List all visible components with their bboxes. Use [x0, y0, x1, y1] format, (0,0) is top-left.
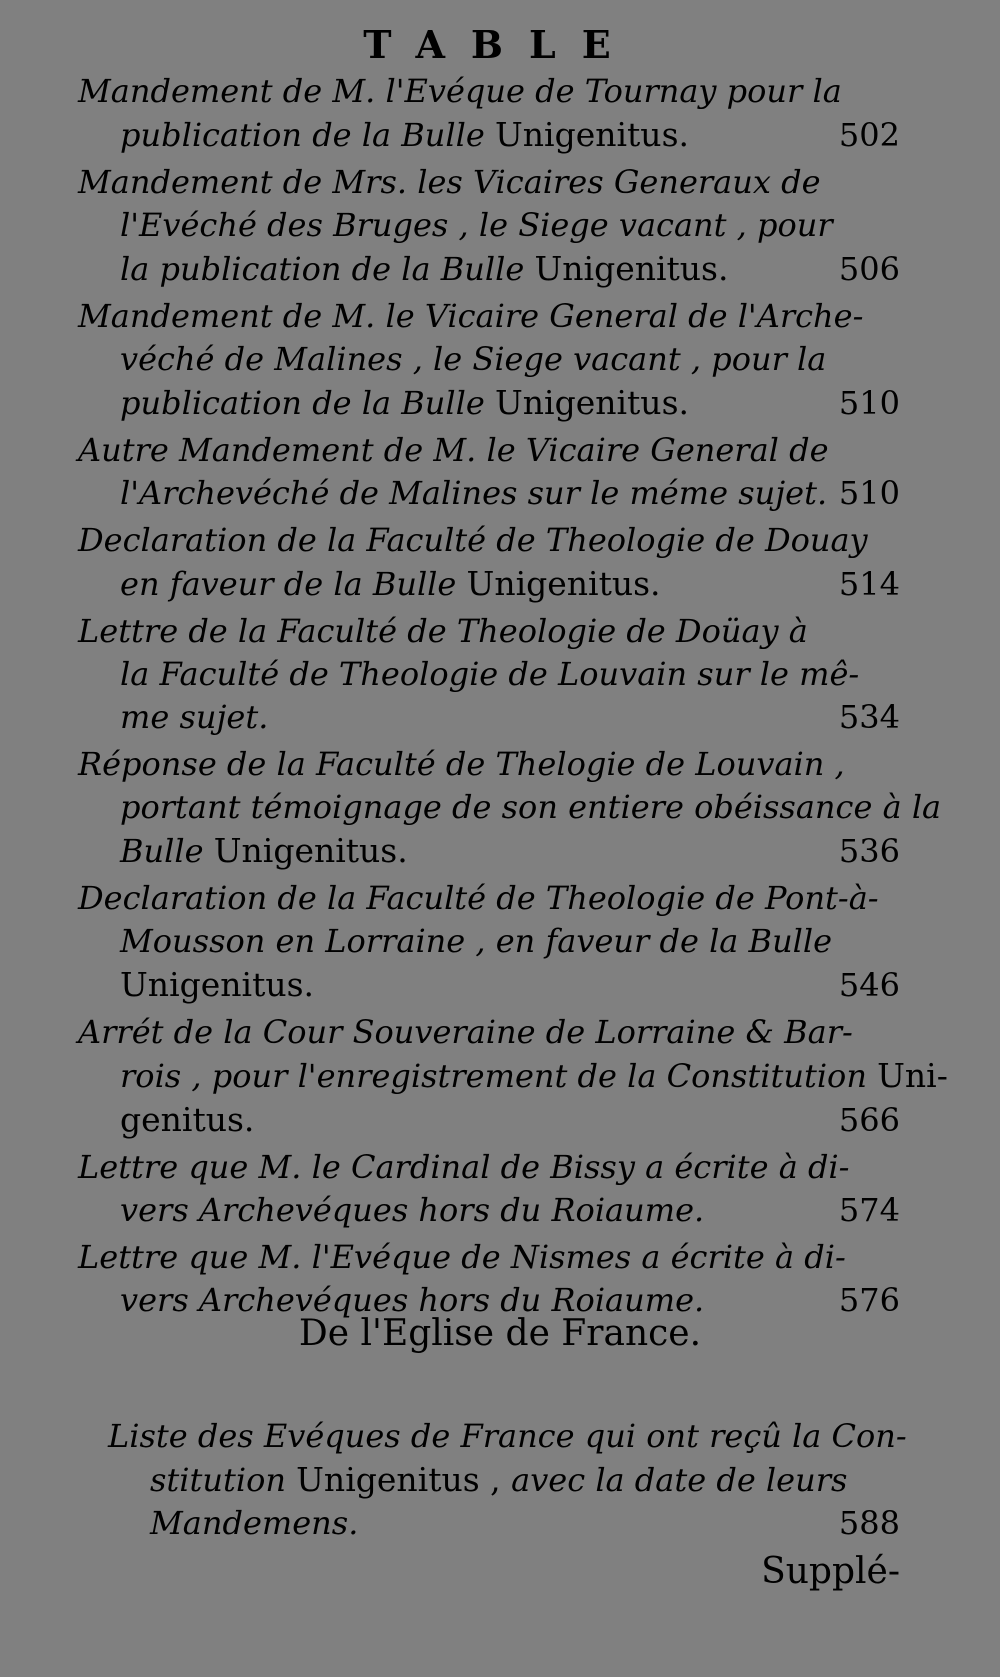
italic-text: vers Archevéques hors du Roiaume. — [120, 1191, 705, 1229]
upright-text: Unigenitus. — [466, 564, 661, 603]
italic-text: Bulle — [120, 832, 214, 870]
italic-text: rois , pour l'enregistrement de la Constitution — [120, 1057, 878, 1095]
italic-text: la Faculté de Theologie de Louvain sur le mê- — [120, 655, 860, 693]
upright-text: Unigenitus. — [213, 831, 408, 870]
page-number: 574 — [838, 1191, 900, 1229]
running-head: TABLE — [363, 22, 637, 67]
page-number: 510 — [838, 474, 900, 512]
italic-text: Arrét de la Cour Souveraine de Lorraine & Bar- — [78, 1013, 853, 1051]
italic-text: me sujet. — [120, 698, 269, 736]
page-number: 514 — [838, 565, 900, 603]
entry-line — [78, 610, 900, 653]
entry-line — [78, 696, 900, 739]
page-number: 546 — [838, 966, 900, 1004]
upright-text: Unigenitus. — [120, 965, 315, 1004]
italic-text: Réponse de la Faculté de Thelogie de Louvain , — [78, 745, 845, 783]
italic-text: Mandement de Mrs. les Vicaires Generaux de — [78, 163, 821, 201]
entry-line — [78, 1054, 948, 1098]
toc-entry — [78, 1011, 948, 1142]
catchword: Supplé- — [761, 1551, 900, 1592]
toc-entry — [78, 161, 900, 291]
toc-entry — [78, 70, 900, 157]
page-number: 506 — [838, 250, 900, 288]
entry-line — [78, 472, 900, 515]
entry-line — [78, 204, 900, 247]
italic-text: Declaration de la Faculté de Theologie de Douay — [78, 521, 868, 559]
entry-line — [78, 786, 942, 829]
upright-text: Unigenitus. — [494, 115, 689, 154]
entry-line — [108, 1502, 900, 1545]
entry-line — [78, 113, 900, 157]
page-number: 588 — [838, 1504, 900, 1542]
entry-line — [78, 519, 900, 562]
entry-line — [78, 1189, 900, 1232]
section-heading: De l'Eglise de France. — [298, 1313, 702, 1354]
entry-line — [78, 920, 900, 963]
toc-entry-final — [108, 1415, 907, 1549]
entry-line — [78, 1236, 900, 1279]
toc-entry — [78, 1146, 900, 1232]
page-number: 536 — [838, 832, 900, 870]
entry-line — [78, 829, 900, 873]
entry-line — [78, 877, 900, 920]
page-number: 534 — [838, 698, 900, 736]
entry-line — [78, 429, 900, 472]
italic-text: publication de la Bulle — [120, 116, 495, 154]
entry-line — [78, 1098, 900, 1142]
italic-text: Mandement de M. l'Evéque de Tournay pour la — [78, 72, 842, 110]
entry-line — [78, 338, 900, 381]
italic-text: portant témoignage de son entiere obéissance à la — [120, 788, 942, 826]
upright-text: Unigenitus , — [296, 1460, 512, 1499]
italic-text: publication de la Bulle — [120, 384, 495, 422]
italic-text: Autre Mandement de M. le Vicaire General de — [78, 431, 829, 469]
italic-text: Declaration de la Faculté de Theologie de Pont-à- — [78, 879, 879, 917]
toc-entry — [78, 429, 900, 515]
italic-text: Mousson en Lorraine , en faveur de la Bulle — [120, 922, 833, 960]
upright-text: Unigenitus. — [494, 383, 689, 422]
entry-line — [78, 295, 900, 338]
entry-line — [78, 1146, 900, 1189]
italic-text: l'Evéché des Bruges , le Siege vacant , pour — [120, 206, 833, 244]
italic-text: Lettre de la Faculté de Theologie de Doüay à — [78, 612, 808, 650]
page-number: 576 — [838, 1281, 900, 1319]
italic-text: l'Archevéché de Malines sur le méme sujet. — [120, 474, 828, 512]
entry-line — [78, 653, 900, 696]
toc-entry — [78, 877, 900, 1007]
italic-text: véché de Malines , le Siege vacant , pour la — [120, 340, 827, 378]
entry-line — [78, 1011, 900, 1054]
entry-line — [108, 1415, 907, 1458]
page-number: 510 — [838, 384, 900, 422]
italic-text: avec la date de leurs — [511, 1461, 848, 1499]
entry-line — [78, 743, 900, 786]
entry-line — [78, 381, 900, 425]
italic-text: la publication de la Bulle — [120, 250, 535, 288]
entry-line — [78, 161, 900, 204]
upright-text: genitus. — [120, 1100, 255, 1139]
entry-line — [78, 963, 900, 1007]
page-number: 566 — [838, 1101, 900, 1139]
toc-entry — [108, 1415, 907, 1545]
entry-line — [78, 70, 900, 113]
toc-entry — [78, 743, 942, 873]
upright-text: Uni- — [877, 1056, 948, 1095]
italic-text: Liste des Evéques de France qui ont reçû la Con- — [108, 1417, 907, 1455]
italic-text: Mandement de M. le Vicaire General de l'Arche- — [78, 297, 864, 335]
italic-text: Mandemens. — [150, 1504, 359, 1542]
italic-text: vers Archevéques hors du Roiaume. — [120, 1281, 705, 1319]
entry-line — [108, 1458, 900, 1502]
toc-entry — [78, 610, 900, 739]
italic-text: en faveur de la Bulle — [120, 565, 467, 603]
entry-line — [78, 247, 900, 291]
page-number: 502 — [838, 116, 900, 154]
italic-text: stitution — [150, 1461, 297, 1499]
toc-entries — [78, 70, 948, 1326]
italic-text: Lettre que M. l'Evéque de Nismes a écrite à di- — [78, 1238, 846, 1276]
italic-text: Lettre que M. le Cardinal de Bissy a écrite à di- — [78, 1148, 850, 1186]
toc-entry — [78, 519, 900, 606]
entry-line — [78, 562, 900, 606]
toc-entry — [78, 295, 900, 425]
upright-text: Unigenitus. — [534, 249, 729, 288]
